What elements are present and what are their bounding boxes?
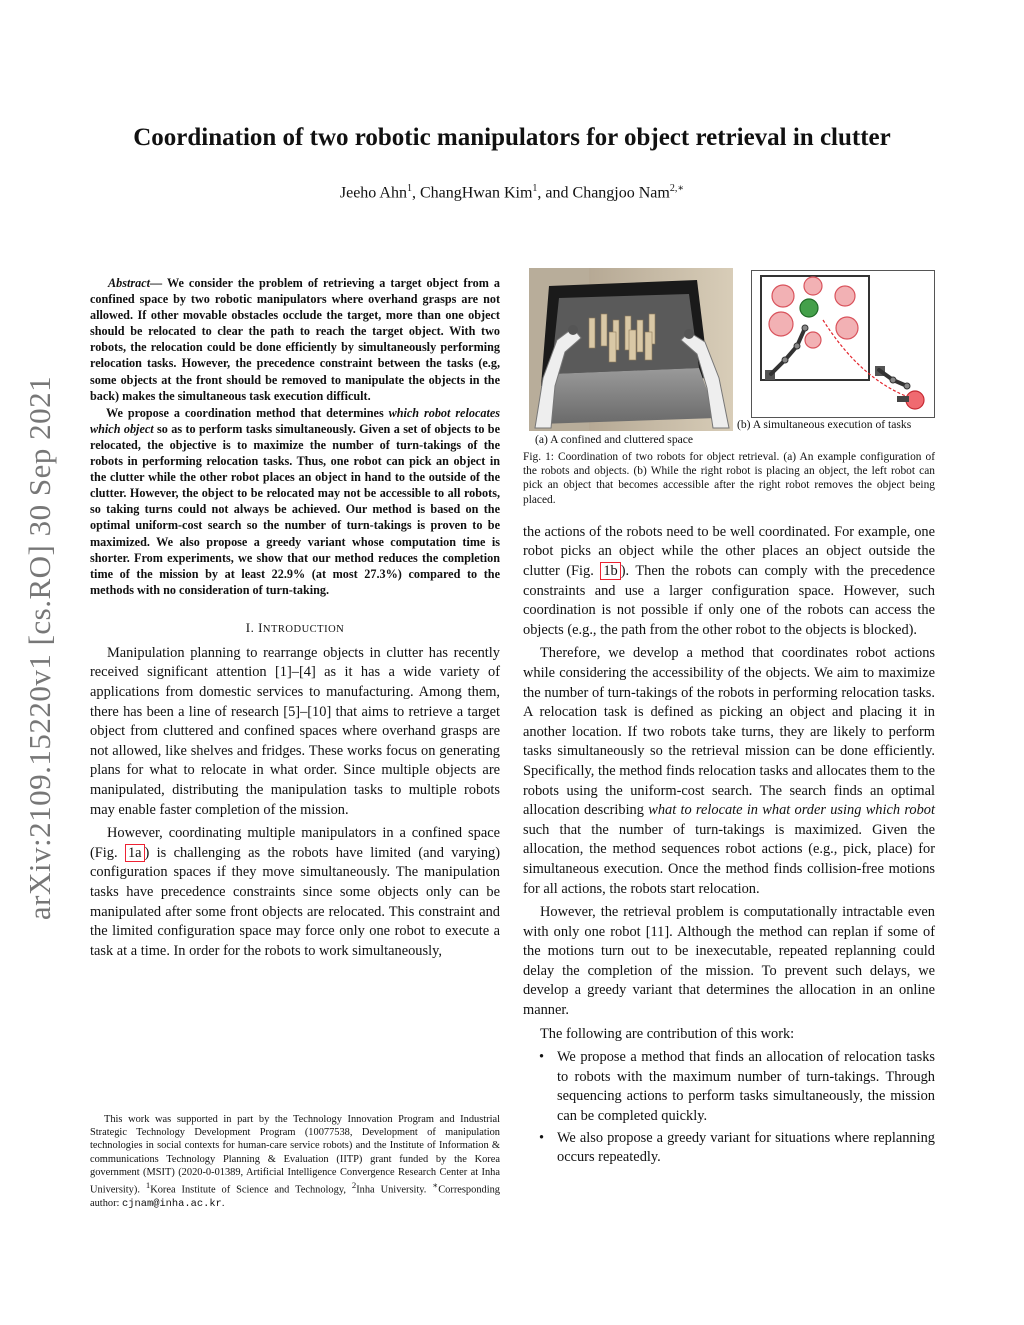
figure-ref-link[interactable]: 1b: [600, 562, 620, 580]
footnote-text: Korea Institute of Science and Technology,: [150, 1184, 352, 1196]
section-title-rest: NTRODUCTION: [262, 623, 345, 635]
subcaption-a: (a) A confined and cluttered space: [535, 433, 694, 446]
footnote-sup: ∗: [432, 1180, 439, 1191]
section-title-initial: I: [258, 619, 263, 635]
figure-ref-link[interactable]: 1a: [125, 844, 145, 862]
figure-caption: Fig. 1: Coordination of two robots for object retrieval. (a) An example configuration of the robots and objects. (b) While the right robot is placing an object, the left robot can pick an object that becomes accessible after the right robot removes the object being placed.: [523, 451, 935, 506]
body-text: ). Then the robots can comply with the precedence constraints and use a larger configuration space. However, such coordination is not possible if only one of the robots can access the objects (e.g., the path from the other robot to the objects is blocked).: [523, 563, 935, 638]
footnote: [90, 1113, 500, 1211]
abstract-paragraph: [90, 275, 500, 404]
figure-1a-image: [529, 268, 733, 431]
right-column: [523, 268, 935, 1170]
list-item: • We also propose a greedy variant for situations where replanning occurs repeatedly.: [557, 1129, 935, 1168]
author-name: Changjoo Nam: [572, 184, 670, 202]
body-paragraph: [90, 824, 500, 961]
section-number: I.: [245, 619, 259, 635]
figure-1b-image: [751, 270, 935, 418]
abstract-text: We propose a coordination method that determines: [106, 405, 389, 420]
footnote-text: Corresponding author:: [90, 1184, 500, 1209]
abstract-label: Abstract—: [108, 276, 163, 290]
abstract-emphasis: which robot relocates which object: [90, 405, 500, 436]
author-list: [0, 183, 1024, 202]
email-link[interactable]: cjnam@inha.ac.kr: [122, 1197, 222, 1210]
footnote-sup: 1: [145, 1180, 151, 1191]
footnote-sup: 2: [351, 1180, 357, 1191]
body-text: such that the number of turn-takings is maximized. Given the allocation, the method sequences robot actions (e.g., pick, place) for simultaneous execution. Once the method finds collision-free motions for all actions, the robots start relocation.: [523, 821, 935, 897]
body-emphasis: what to relocate in what order using which robot: [648, 802, 935, 819]
author-affiliation: 2,∗: [669, 183, 685, 194]
body-text: ) is challenging as the robots have limited (and varying) configuration spaces if they move simultaneously. The manipulation tasks have precedence constraints since some objects only can be manipulated after some front objects are relocated. This constraint and the limited configuration space may force only one robot to execute a task at a time. In order for the robots to work simultaneously,: [90, 844, 500, 959]
author-name: Jeeho Ahn: [339, 184, 407, 202]
arxiv-sidebar: [18, 348, 62, 948]
figure-1: [523, 268, 935, 446]
abstract-text: so as to perform tasks simultaneously. Given a set of objects to be relocated, the objective is to maximize the number of turn-takings of the robots in performing relocation tasks. Thus, one robot can pick an object in the clutter while the other robot places an object in hand to the outside of the clutter. However, the object to be relocated may not be accessible to all robots, so taking turns could not always be achieved. Our method is based on the optimal uniform-cost search so the number of turn-takings is proven to be maximized. We also propose a greedy variant whose computation time is shorter. From experiments, we show that our method reduces the completion time of the mission by at least 22.9% (at most 27.3%) compared to the methods with no consideration of turn-taking.: [90, 421, 500, 597]
abstract-text: We consider the problem of retrieving a target object from a confined space by two robotic manipulators where overhand grasps are not allowed. If other movable obstacles occlude the target, more than one object should be relocated to clear the path to reach the target object. With two robots, the relocation could be done efficiently by simultaneously performing relocation tasks. However, the precedence constraint between the tasks (e.g, some objects at the front should be removed to manipulate the objects in the back) makes the simultaneous task execution difficult.: [90, 276, 500, 403]
author-separator: , and: [537, 184, 573, 202]
author-affiliation: 1: [406, 183, 412, 194]
body-paragraph: [523, 523, 935, 641]
subcaption-b: (b) A simultaneous execution of tasks: [737, 418, 912, 431]
body-paragraph: [523, 644, 935, 899]
body-paragraph: The following are contribution of this work:: [540, 1025, 795, 1042]
arxiv-identifier[interactable]: arXiv:2109.15220v1 [cs.RO] 30 Sep 2021: [22, 375, 57, 921]
footnote-text: Inha University.: [356, 1184, 433, 1196]
footnote-text: This work was supported in part by the Technology Innovation Program and Industrial Strategic Technology Development Program (10077538, Development of manipulation technologies in social contexts for human-care service robots) and the Institute of Information & communications Technology Planning & Evaluation (IITP) grant funded by the Korea government (MSIT) (2020-0-01389, Artificial Intelligence Convergence Research Center at Inha University).: [90, 1114, 500, 1196]
contribution-list: [523, 1048, 935, 1168]
footnote-text: .: [221, 1197, 225, 1209]
abstract-paragraph: [90, 405, 500, 598]
paper-title: Coordination of two robotic manipulators for object retrieval in clutter: [133, 124, 891, 151]
body-text: However, coordinating multiple manipulators in a confined space (Fig.: [90, 825, 500, 861]
list-item: • We propose a method that finds an allocation of relocation tasks to robots with the maximum number of turn-takings. Through sequencing actions to perform tasks simultaneously, the mission can be completed quickly.: [557, 1048, 935, 1126]
section-heading: [90, 620, 500, 636]
author-affiliation: 1: [532, 183, 538, 194]
left-column: [90, 275, 500, 965]
body-text: Therefore, we develop a method that coordinates robot actions while considering the accessibility of the objects. We aim to maximize the number of turn-takings of the robots in performing relocation tasks. A relocation task is defined as picking an object and placing it in another location. If two robots take turns, they are likely to perform tasks simultaneously so the retrieval mission can be done efficiently. Specifically, the method finds relocation tasks and allocates them to the robots using the uniform-cost search. The search finds an optimal allocation describing: [523, 645, 935, 819]
body-text: the actions of the robots need to be well coordinated. For example, one robot picks an object while the other places an object outside the clutter (Fig.: [523, 523, 935, 579]
author-name: ChangHwan Kim: [419, 184, 533, 202]
body-paragraph: Manipulation planning to rearrange objects in clutter has recently received significant attention [1]–[4] as it has a wide variety of applications from domestic services to manufacturing. Among them, there has been a line of research [5]–[10] that aims to retrieve a target object from cluttered and confined spaces where overhand grasps are not allowed, like shelves and fridges. These works focus on generating plans for what to relocate in what order. Since multiple objects are manipulated, distributing the manipulation tasks to multiple robots may enable faster completion of the mission.: [90, 644, 500, 818]
body-paragraph: However, the retrieval problem is computationally intractable even with only one robot [11]. Although the method can replan if some of the motions turn out to be inexecutable, repeated replanning could delay the completion of the mission. To prevent such delays, we develop a greedy variant that determines the allocation in an online manner.: [523, 904, 935, 1019]
author-separator: ,: [411, 184, 420, 202]
